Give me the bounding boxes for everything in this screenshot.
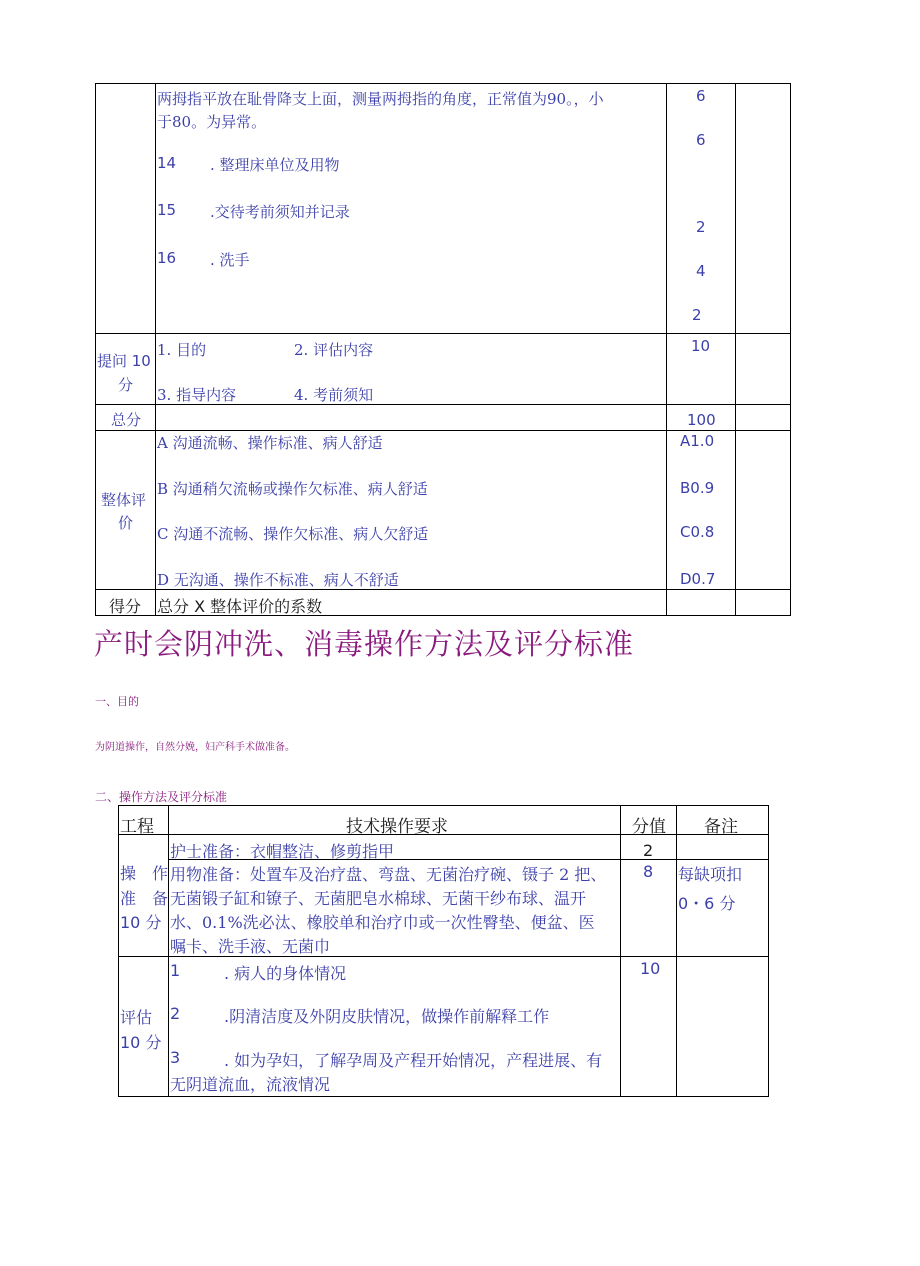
prep-label-line3: 10 分 <box>120 913 162 932</box>
overall-option-a: A 沟通流畅、操作标准、病人舒适 <box>157 434 383 452</box>
score-value: 6 <box>696 87 706 105</box>
score-value: 2 <box>696 218 706 236</box>
total-label: 总分 <box>111 411 142 429</box>
step-16-number: 16 <box>157 249 177 267</box>
overall-option-c: C 沟通不流畅、操作欠标准、病人欠舒适 <box>157 525 429 543</box>
pelvic-measure-text-line1: 两拇指平放在耻骨降支上面，测量两拇指的角度，正常值为90。，小 <box>157 90 604 108</box>
overall-label-line2: 价 <box>118 514 134 532</box>
step-15-label: .交待考前须知并记录 <box>210 203 350 221</box>
assess-item-2-text: .阴清洁度及外阴皮肤情况，做操作前解释工作 <box>224 1007 550 1026</box>
header-notes: 备注 <box>704 817 738 837</box>
overall-option-b: B 沟通稍欠流畅或操作欠标准、病人舒适 <box>157 480 428 498</box>
section-purpose-body: 为阴道操作，自然分娩，妇产科手术做准备。 <box>95 742 295 753</box>
header-requirements: 技术操作要求 <box>346 817 448 837</box>
assess-item-2-number: 2 <box>170 1004 181 1023</box>
assess-item-3-text-line2: 无阴道流血，流液情况 <box>170 1075 331 1094</box>
prep-label-line1: 操 作 <box>120 864 169 883</box>
section-method-title: 二、操作方法及评分标准 <box>95 790 228 804</box>
step-15-number: 15 <box>157 201 177 219</box>
supplies-note-line1: 每缺项扣 <box>678 865 743 884</box>
header-score: 分值 <box>632 817 666 837</box>
step-14-label: . 整理床单位及用物 <box>210 156 340 174</box>
assess-item-1-number: 1 <box>170 961 181 980</box>
questions-score: 10 <box>691 337 711 355</box>
overall-score-b: B0.9 <box>680 479 715 497</box>
supplies-line: 水、0.1%洗必汰、橡胶单和治疗巾或一次性臀垫、便盆、医 <box>170 913 595 932</box>
nurse-preparation: 护士准备：衣帽整洁、修剪指甲 <box>170 842 395 861</box>
assess-label-line2: 10 分 <box>120 1033 162 1052</box>
final-score-formula: 总分 X 整体评价的系数 <box>157 597 323 616</box>
prep-label-line2: 准 备 <box>120 889 169 908</box>
nurse-preparation-score: 2 <box>643 841 654 860</box>
assess-label-line1: 评估 <box>120 1008 153 1027</box>
supplies-score: 8 <box>643 862 654 881</box>
overall-score-a: A1.0 <box>680 432 715 450</box>
header-project: 工程 <box>120 817 154 837</box>
question-guidance: 3. 指导内容 <box>157 386 237 404</box>
overall-score-d: D0.7 <box>680 570 716 588</box>
supplies-line: 无菌锻子缸和镣子、无菌肥皂水棉球、无菌干纱布球、温开 <box>170 889 587 908</box>
supplies-line: 用物准备：处置车及治疗盘、弯盘、无菌治疗碗、镊子 2 把、 <box>170 865 607 884</box>
question-exam-notes: 4. 考前须知 <box>294 386 374 404</box>
supplies-note-line2: 0・6 分 <box>678 894 736 913</box>
overall-option-d: D 无沟通、操作不标准、病人不舒适 <box>157 571 399 589</box>
pelvic-measure-text-line2: 于80。为异常。 <box>157 113 267 131</box>
assess-score: 10 <box>640 959 661 978</box>
questions-label-line2: 分 <box>118 376 134 394</box>
supplies-line: 嘱卡、洗手液、无菌巾 <box>170 937 331 956</box>
page-title: 产时会阴冲洗、消毒操作方法及评分标准 <box>94 627 635 661</box>
step-14-number: 14 <box>157 154 177 172</box>
section-purpose-title: 一、目的 <box>95 695 139 708</box>
question-assessment: 2. 评估内容 <box>294 341 374 359</box>
total-score: 100 <box>687 411 716 429</box>
assess-item-1-text: . 病人的身体情况 <box>224 964 347 983</box>
score-value: 6 <box>696 131 706 149</box>
score-value: 4 <box>696 262 706 280</box>
step-16-label: . 洗手 <box>210 251 250 269</box>
questions-label-line1: 提问 10 <box>97 352 151 370</box>
assess-item-3-number: 3 <box>170 1048 181 1067</box>
question-purpose: 1. 目的 <box>157 341 207 359</box>
assess-item-3-text: . 如为孕妇，了解孕周及产程开始情况，产程进展、有 <box>224 1051 603 1070</box>
score-value: 2 <box>692 306 702 324</box>
overall-score-c: C0.8 <box>680 523 715 541</box>
final-score-label: 得分 <box>109 597 142 616</box>
overall-label-line1: 整体评 <box>101 491 147 509</box>
